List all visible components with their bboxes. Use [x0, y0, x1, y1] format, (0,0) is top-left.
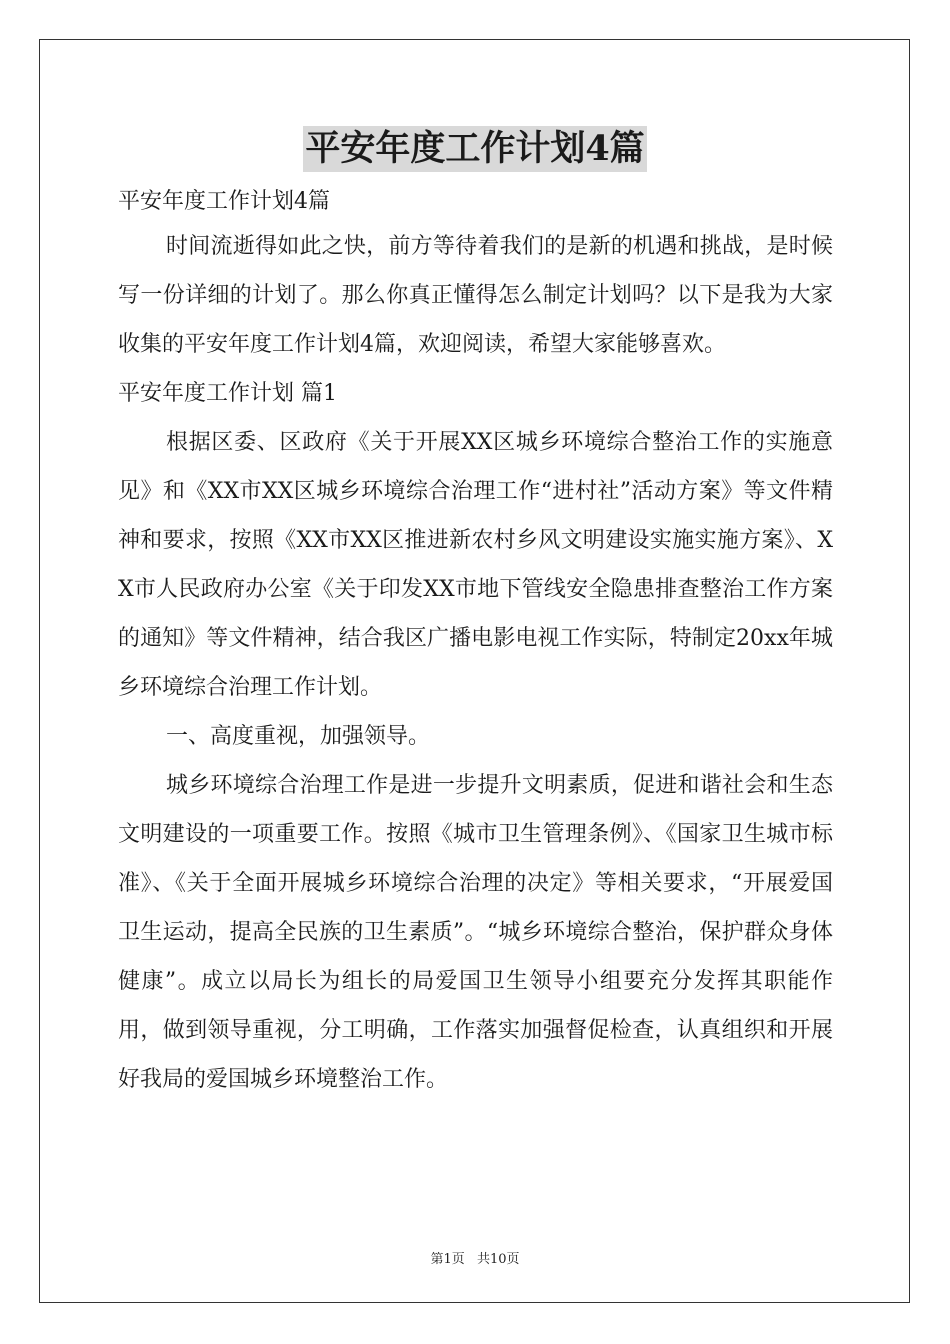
document-title-text: 平安年度工作计划4篇 — [303, 126, 646, 172]
body-paragraph: 城乡环境综合治理工作是进一步提升文明素质，促进和谐社会和生态文明建设的一项重要工作。按照《城市卫生管理条例》、《国家卫生城市标准》、《关于全面开展城乡环境综合治理的决定》等相关要求，“开展爱国卫生运动，提高全民族的卫生素质”。“城乡环境综合整治，保护群众身体健康”。成立以局长为组长的局爱国卫生领导小组要充分发挥其职能作用，做到领导重视，分工明确，工作落实加强督促检查，认真组织和开展好我局的爱国城乡环境整治工作。 — [118, 773, 833, 1092]
subtitle-line: 平安年度工作计划4篇 — [118, 189, 330, 214]
page-number: 第1页 — [430, 1252, 465, 1267]
document-title — [0, 126, 950, 172]
body-paragraph: 根据区委、区政府《关于开展XX区城乡环境综合整治工作的实施意见》和《XX市XX区城乡环境综合治理工作“进村社”活动方案》等文件精神和要求，按照《XX市XX区推进新农村乡风文明建设实施实施方案》、XX市人民政府办公室《关于印发XX市地下管线安全隐患排查整治工作方案的通知》等文件精神，结合我区广播电影电视工作实际，特制定20xx年城乡环境综合治理工作计划。 — [118, 430, 833, 700]
intro-paragraph: 时间流逝得如此之快，前方等待着我们的是新的机遇和挑战，是时候写一份详细的计划了。那么你真正懂得怎么制定计划吗？以下是我为大家收集的平安年度工作计划4篇，欢迎阅读，希望大家能够喜欢。 — [118, 234, 833, 357]
subheading-paragraph: 一、高度重视，加强领导。 — [166, 724, 431, 749]
page-total: 共10页 — [476, 1252, 520, 1267]
document-body — [118, 182, 833, 1104]
page-footer — [0, 1248, 950, 1267]
section-heading: 平安年度工作计划 篇1 — [118, 381, 337, 406]
